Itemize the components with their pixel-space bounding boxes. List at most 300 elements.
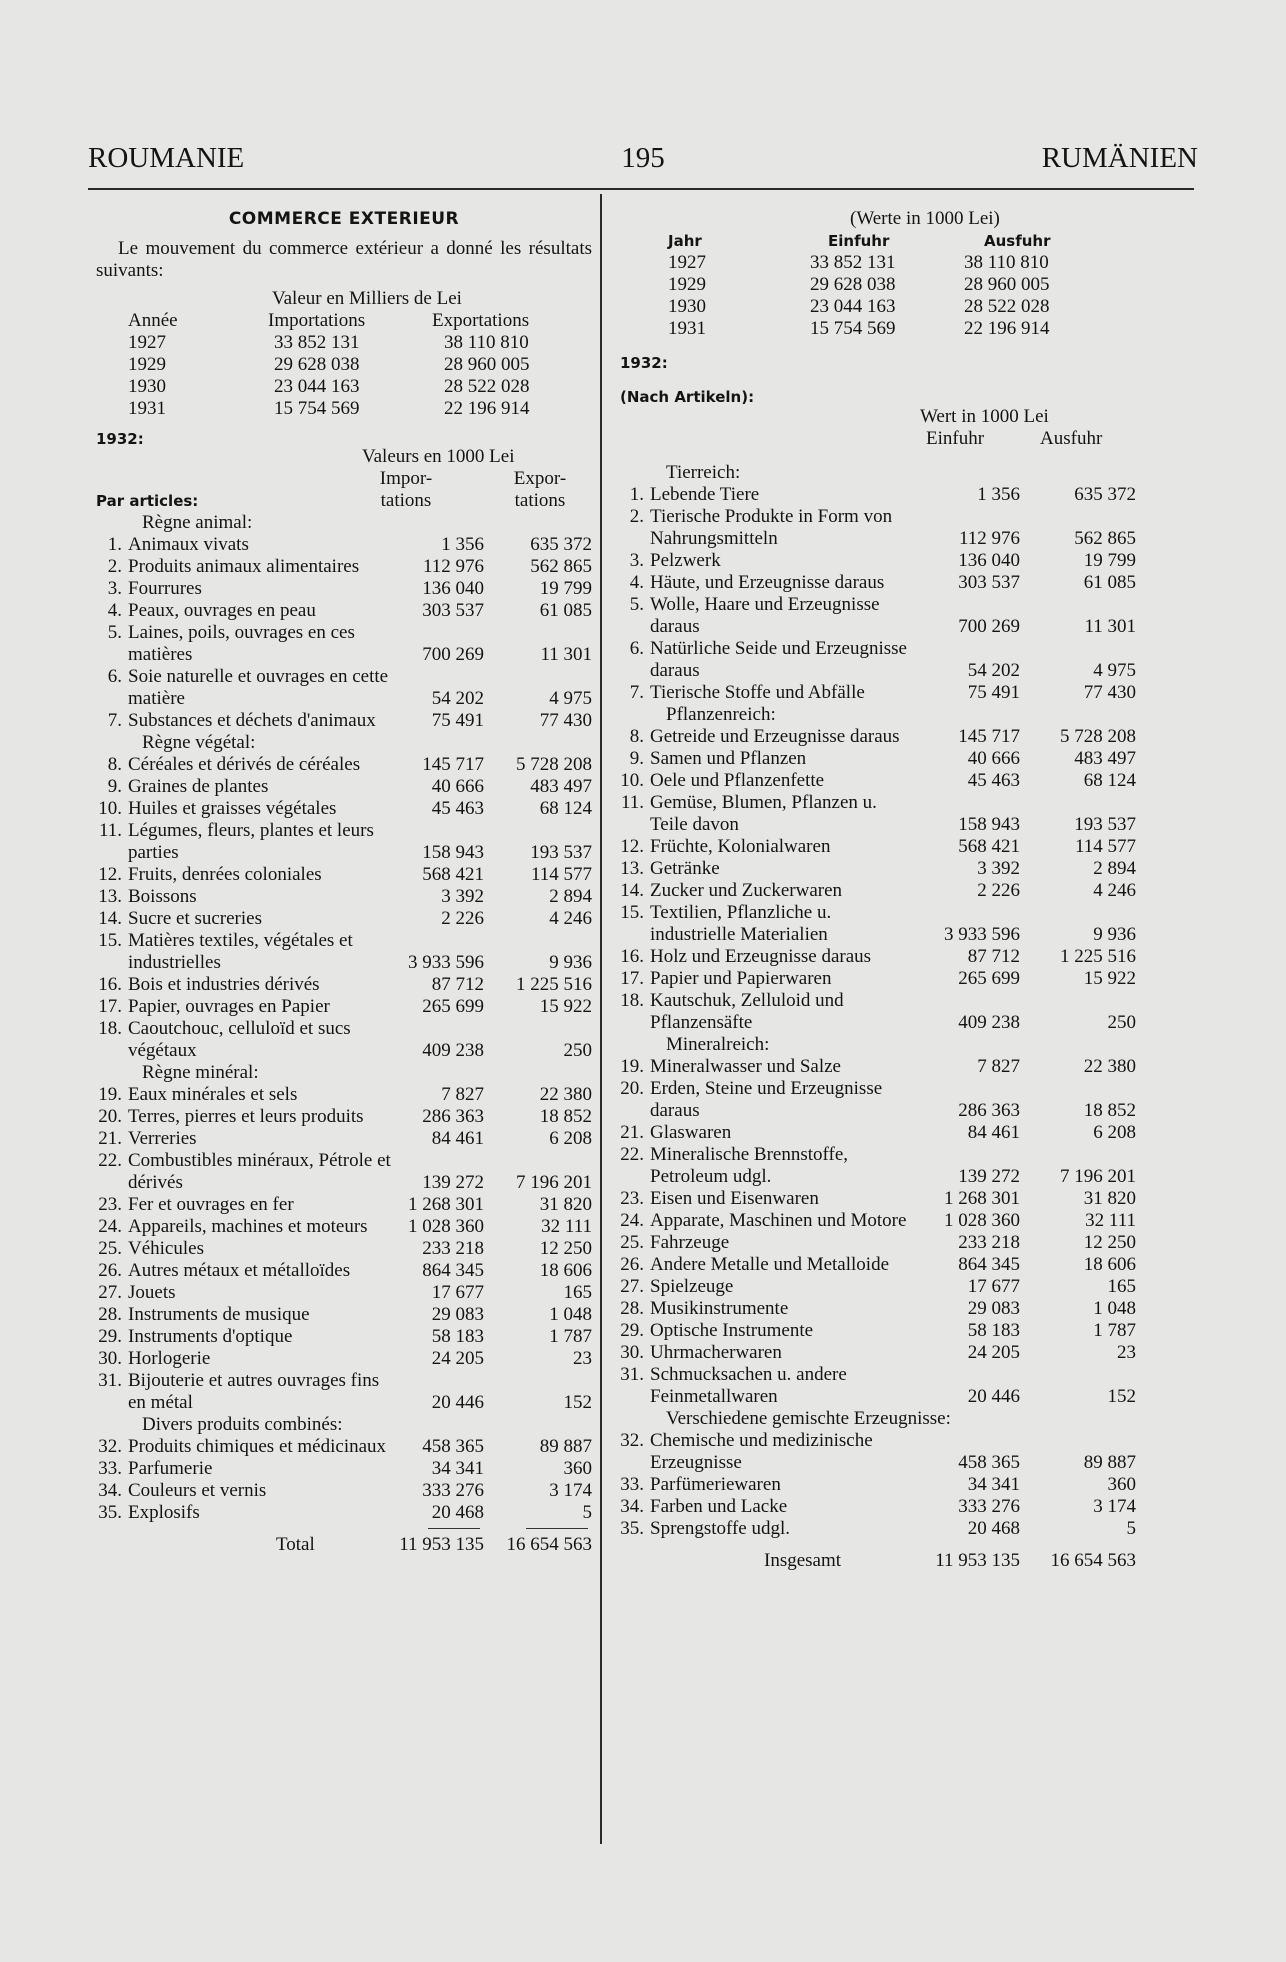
year-row xyxy=(620,252,1136,274)
item-imports: 75 491 xyxy=(967,682,1020,703)
item-number: 26. xyxy=(98,1260,122,1281)
exports-header: Exportations xyxy=(432,310,530,331)
item-label: Kautschuk, Zelluloid und Pflanzensäfte xyxy=(650,990,844,1033)
article-row xyxy=(620,1430,1136,1474)
item-exports: 31 820 xyxy=(539,1194,592,1215)
exports-cell: 38 110 810 xyxy=(444,332,529,353)
item-number: 19. xyxy=(98,1084,122,1105)
item-number: 3. xyxy=(629,550,644,571)
item-imports: 286 363 xyxy=(958,1100,1020,1121)
article-row xyxy=(620,1188,1136,1210)
item-label: Andere Metalle und Metalloide xyxy=(650,1254,890,1275)
exports-cell: 38 110 810 xyxy=(964,252,1049,273)
article-row xyxy=(620,1210,1136,1232)
item-exports: 77 430 xyxy=(539,710,592,731)
item-imports: 20 468 xyxy=(431,1502,484,1523)
item-label: Laines, poils, ouvrages en ces matières xyxy=(128,622,355,665)
article-row xyxy=(620,1474,1136,1496)
item-imports: 265 699 xyxy=(958,968,1020,989)
item-number: 32. xyxy=(620,1430,644,1451)
year-header: Année xyxy=(128,310,178,331)
item-exports: 9 936 xyxy=(549,952,592,973)
intro-paragraph: Le mouvement du commerce extérieur a donné les résultats suivants: xyxy=(96,238,592,281)
article-row xyxy=(96,534,592,556)
item-exports: 4 246 xyxy=(1093,880,1136,901)
year-1932-heading: 1932: xyxy=(96,430,144,448)
item-exports: 165 xyxy=(563,1282,592,1303)
item-imports: 568 421 xyxy=(958,836,1020,857)
article-row xyxy=(96,1348,592,1370)
item-number: 13. xyxy=(98,886,122,907)
article-row xyxy=(620,1056,1136,1078)
item-exports: 22 380 xyxy=(1083,1056,1136,1077)
item-imports: 58 183 xyxy=(431,1326,484,1347)
imports-cell: 15 754 569 xyxy=(810,318,896,339)
item-imports: 136 040 xyxy=(958,550,1020,571)
section-title: COMMERCE EXTERIEUR xyxy=(228,209,460,229)
year-table xyxy=(96,332,592,420)
item-number: 12. xyxy=(98,864,122,885)
category-heading: Règne animal: xyxy=(142,512,253,533)
item-number: 14. xyxy=(98,908,122,929)
item-exports: 22 380 xyxy=(539,1084,592,1105)
item-label: Samen und Pflanzen xyxy=(650,748,807,769)
item-label: Glaswaren xyxy=(650,1122,732,1143)
year-row xyxy=(620,318,1136,340)
item-imports: 54 202 xyxy=(431,688,484,709)
article-row xyxy=(620,902,1136,946)
article-row xyxy=(96,1084,592,1106)
item-number: 11. xyxy=(98,820,122,841)
item-exports: 360 xyxy=(563,1458,592,1479)
item-label: Holz und Erzeugnisse daraus xyxy=(650,946,872,967)
year-row xyxy=(620,274,1136,296)
category-heading: Divers produits combinés: xyxy=(142,1414,343,1435)
item-exports: 68 124 xyxy=(539,798,592,819)
item-label: Pelzwerk xyxy=(650,550,721,571)
exports-cell: 28 960 005 xyxy=(964,274,1050,295)
item-label: Apparate, Maschinen und Motore xyxy=(650,1210,907,1231)
year-row xyxy=(96,376,592,398)
item-imports: 864 345 xyxy=(422,1260,484,1281)
article-row xyxy=(620,1518,1136,1540)
item-exports: 11 301 xyxy=(540,644,592,665)
item-imports: 139 272 xyxy=(958,1166,1020,1187)
item-label: Gemüse, Blumen, Pflanzen u. Teile davon xyxy=(650,792,877,835)
item-exports: 114 577 xyxy=(1074,836,1136,857)
article-row xyxy=(96,1326,592,1348)
exports-cell: 28 960 005 xyxy=(444,354,530,375)
total-imports: 11 953 135 xyxy=(399,1534,484,1555)
total-row xyxy=(96,1534,592,1558)
item-label: Soie naturelle et ouvrages en cette matière xyxy=(128,666,389,709)
article-row xyxy=(96,820,592,864)
item-label: Autres métaux et métalloïdes xyxy=(128,1260,351,1281)
item-imports: 84 461 xyxy=(967,1122,1020,1143)
item-label: Bois et industries dérivés xyxy=(128,974,320,995)
item-exports: 562 865 xyxy=(1074,528,1136,549)
year-row xyxy=(620,296,1136,318)
article-row xyxy=(620,1232,1136,1254)
year-table-header xyxy=(620,230,1136,252)
category-heading: Mineralreich: xyxy=(666,1034,770,1055)
item-number: 23. xyxy=(98,1194,122,1215)
article-row xyxy=(96,864,592,886)
article-row xyxy=(96,996,592,1018)
item-number: 1. xyxy=(629,484,644,505)
item-label: Lebende Tiere xyxy=(650,484,760,505)
item-label: Mineralwasser und Salze xyxy=(650,1056,841,1077)
item-label: Zucker und Zuckerwaren xyxy=(650,880,843,901)
item-exports: 18 606 xyxy=(1083,1254,1136,1275)
item-exports: 23 xyxy=(1117,1342,1136,1363)
year-cell: 1931 xyxy=(668,318,706,339)
year-table-header xyxy=(96,310,592,332)
article-row xyxy=(96,974,592,996)
year-cell: 1930 xyxy=(668,296,706,317)
item-label: Früchte, Kolonialwaren xyxy=(650,836,831,857)
item-exports: 635 372 xyxy=(530,534,592,555)
item-imports: 409 238 xyxy=(422,1040,484,1061)
item-exports: 1 225 516 xyxy=(1060,946,1136,967)
item-label: Sprengstoffe udgl. xyxy=(650,1518,791,1539)
exports-cell: 22 196 914 xyxy=(964,318,1050,339)
item-imports: 3 392 xyxy=(441,886,484,907)
item-imports: 58 183 xyxy=(967,1320,1020,1341)
article-row xyxy=(96,556,592,578)
article-row xyxy=(620,770,1136,792)
item-number: 25. xyxy=(620,1232,644,1253)
item-label: Wolle, Haare und Erzeugnisse daraus xyxy=(650,594,880,637)
article-row xyxy=(620,506,1136,550)
item-exports: 1 048 xyxy=(549,1304,592,1325)
item-label: Natürliche Seide und Erzeugnisse daraus xyxy=(650,638,907,681)
article-row xyxy=(96,1370,592,1414)
item-number: 14. xyxy=(620,880,644,901)
item-imports: 54 202 xyxy=(967,660,1020,681)
item-imports: 1 356 xyxy=(441,534,484,555)
item-number: 6. xyxy=(107,666,122,687)
item-number: 15. xyxy=(620,902,644,923)
item-exports: 18 852 xyxy=(539,1106,592,1127)
item-label: Graines de plantes xyxy=(128,776,269,797)
item-exports: 89 887 xyxy=(1083,1452,1136,1473)
item-label: Produits animaux alimentaires xyxy=(128,556,360,577)
item-imports: 29 083 xyxy=(967,1298,1020,1319)
item-number: 9. xyxy=(107,776,122,797)
item-number: 29. xyxy=(98,1326,122,1347)
item-label: Papier, ouvrages en Papier xyxy=(128,996,330,1017)
item-exports: 7 196 201 xyxy=(1060,1166,1136,1187)
total-rule xyxy=(96,1524,592,1534)
item-imports: 112 976 xyxy=(958,528,1020,549)
item-number: 34. xyxy=(620,1496,644,1517)
item-label: Verreries xyxy=(128,1128,197,1149)
item-exports: 68 124 xyxy=(1083,770,1136,791)
item-exports: 7 196 201 xyxy=(516,1172,592,1193)
item-number: 29. xyxy=(620,1320,644,1341)
item-imports: 700 269 xyxy=(422,644,484,665)
item-label: Instruments de musique xyxy=(128,1304,310,1325)
category-heading: Verschiedene gemischte Erzeugnisse: xyxy=(666,1408,951,1429)
item-exports: 1 048 xyxy=(1093,1298,1136,1319)
item-number: 21. xyxy=(98,1128,122,1149)
item-imports: 136 040 xyxy=(422,578,484,599)
item-imports: 864 345 xyxy=(958,1254,1020,1275)
header-rule xyxy=(88,188,1194,190)
item-imports: 139 272 xyxy=(422,1172,484,1193)
item-number: 28. xyxy=(620,1298,644,1319)
article-row xyxy=(620,836,1136,858)
item-exports: 5 728 208 xyxy=(1060,726,1136,747)
total-rule-imports xyxy=(428,1528,480,1529)
item-label: Huiles et graisses végétales xyxy=(128,798,337,819)
article-row xyxy=(96,1480,592,1502)
item-imports: 2 226 xyxy=(441,908,484,929)
item-exports: 4 246 xyxy=(549,908,592,929)
article-row xyxy=(620,550,1136,572)
header-country-fr: ROUMANIE xyxy=(88,142,245,174)
item-imports: 333 276 xyxy=(422,1480,484,1501)
year-row xyxy=(96,398,592,420)
item-exports: 5 728 208 xyxy=(516,754,592,775)
running-header xyxy=(88,142,1198,186)
total-imports: 11 953 135 xyxy=(935,1550,1020,1571)
year-cell: 1927 xyxy=(128,332,166,353)
item-label: Erden, Steine und Erzeugnisse daraus xyxy=(650,1078,883,1121)
articles-header xyxy=(620,428,1136,450)
item-label: Fahrzeuge xyxy=(650,1232,730,1253)
unit-label: (Werte in 1000 Lei) xyxy=(850,208,1000,229)
item-number: 11. xyxy=(620,792,644,813)
item-number: 31. xyxy=(98,1370,122,1391)
item-label: Instruments d'optique xyxy=(128,1326,293,1347)
imports-header: Einfuhr xyxy=(828,232,890,250)
item-exports: 5 xyxy=(582,1502,592,1523)
item-imports: 1 356 xyxy=(977,484,1020,505)
item-number: 35. xyxy=(620,1518,644,1539)
article-row xyxy=(620,792,1136,836)
item-number: 7. xyxy=(107,710,122,731)
item-imports: 20 446 xyxy=(431,1392,484,1413)
item-label: Combustibles minéraux, Pétrole et dérivés xyxy=(128,1150,391,1193)
item-label: Getreide und Erzeugnisse daraus xyxy=(650,726,900,747)
item-number: 8. xyxy=(629,726,644,747)
item-label: Véhicules xyxy=(128,1238,204,1259)
item-label: Oele und Pflanzenfette xyxy=(650,770,825,791)
item-number: 22. xyxy=(98,1150,122,1171)
total-label: Total xyxy=(276,1534,315,1555)
imports-header: Importations xyxy=(268,310,366,331)
item-number: 2. xyxy=(629,506,644,527)
item-label: Matières textiles, végétales et industrielles xyxy=(128,930,353,973)
item-imports: 17 677 xyxy=(967,1276,1020,1297)
item-imports: 20 446 xyxy=(967,1386,1020,1407)
item-imports: 145 717 xyxy=(422,754,484,775)
unit-label: Valeur en Milliers de Lei xyxy=(272,288,462,309)
item-label: Peaux, ouvrages en peau xyxy=(128,600,316,621)
article-row xyxy=(620,1122,1136,1144)
item-number: 27. xyxy=(98,1282,122,1303)
item-exports: 114 577 xyxy=(530,864,592,885)
item-imports: 45 463 xyxy=(431,798,484,819)
articles-list xyxy=(96,512,592,1524)
article-row xyxy=(620,1320,1136,1342)
item-exports: 32 111 xyxy=(1085,1210,1136,1231)
article-row xyxy=(96,930,592,974)
item-exports: 6 208 xyxy=(1093,1122,1136,1143)
year-header: Jahr xyxy=(668,232,702,250)
item-number: 3. xyxy=(107,578,122,599)
article-row xyxy=(96,1436,592,1458)
article-row xyxy=(620,748,1136,770)
article-row xyxy=(96,600,592,622)
item-number: 16. xyxy=(98,974,122,995)
article-row xyxy=(96,1128,592,1150)
item-exports: 193 537 xyxy=(1074,814,1136,835)
item-exports: 165 xyxy=(1107,1276,1136,1297)
imports-cell: 33 852 131 xyxy=(810,252,896,273)
item-exports: 1 787 xyxy=(549,1326,592,1347)
article-row xyxy=(96,754,592,776)
item-number: 32. xyxy=(98,1436,122,1457)
item-exports: 6 208 xyxy=(549,1128,592,1149)
item-imports: 84 461 xyxy=(431,1128,484,1149)
item-number: 30. xyxy=(620,1342,644,1363)
item-imports: 34 341 xyxy=(431,1458,484,1479)
item-number: 30. xyxy=(98,1348,122,1369)
item-exports: 2 894 xyxy=(1093,858,1136,879)
article-row xyxy=(96,622,592,666)
item-exports: 61 085 xyxy=(539,600,592,621)
exports-cell: 28 522 028 xyxy=(444,376,530,397)
item-imports: 1 268 301 xyxy=(408,1194,484,1215)
item-number: 20. xyxy=(620,1078,644,1099)
total-rule xyxy=(620,1540,1136,1550)
nach-artikeln-label: (Nach Artikeln): xyxy=(620,388,755,406)
item-number: 7. xyxy=(629,682,644,703)
item-imports: 87 712 xyxy=(431,974,484,995)
item-label: Sucre et sucreries xyxy=(128,908,262,929)
item-imports: 29 083 xyxy=(431,1304,484,1325)
item-imports: 1 028 360 xyxy=(408,1216,484,1237)
item-label: Parfümeriewaren xyxy=(650,1474,781,1495)
item-imports: 17 677 xyxy=(431,1282,484,1303)
item-label: Bijouterie et autres ouvrages fins en métal xyxy=(128,1370,380,1413)
item-imports: 24 205 xyxy=(967,1342,1020,1363)
item-exports: 89 887 xyxy=(539,1436,592,1457)
article-row xyxy=(96,1282,592,1304)
item-exports: 9 936 xyxy=(1093,924,1136,945)
item-label: Spielzeuge xyxy=(650,1276,734,1297)
year-1932-heading: 1932: xyxy=(620,354,668,372)
item-imports: 303 537 xyxy=(422,600,484,621)
article-row xyxy=(96,1018,592,1062)
item-imports: 1 028 360 xyxy=(944,1210,1020,1231)
exports-header: Ausfuhr xyxy=(984,232,1051,250)
item-label: Fer et ouvrages en fer xyxy=(128,1194,294,1215)
item-exports: 152 xyxy=(1107,1386,1136,1407)
item-number: 25. xyxy=(98,1238,122,1259)
article-row xyxy=(620,1496,1136,1518)
item-number: 18. xyxy=(620,990,644,1011)
imports-cell: 23 044 163 xyxy=(810,296,896,317)
item-imports: 34 341 xyxy=(967,1474,1020,1495)
item-imports: 2 226 xyxy=(977,880,1020,901)
article-row xyxy=(620,858,1136,880)
article-row xyxy=(620,1078,1136,1122)
articles-list xyxy=(620,462,1136,1540)
item-imports: 3 933 596 xyxy=(944,924,1020,945)
year-cell: 1929 xyxy=(128,354,166,375)
year-cell: 1927 xyxy=(668,252,706,273)
year-cell: 1931 xyxy=(128,398,166,419)
item-exports: 4 975 xyxy=(1093,660,1136,681)
item-imports: 333 276 xyxy=(958,1496,1020,1517)
item-imports: 145 717 xyxy=(958,726,1020,747)
item-label: Couleurs et vernis xyxy=(128,1480,267,1501)
article-row xyxy=(620,1364,1136,1408)
article-row xyxy=(96,1260,592,1282)
item-imports: 458 365 xyxy=(422,1436,484,1457)
item-exports: 11 301 xyxy=(1084,616,1136,637)
article-row xyxy=(620,1276,1136,1298)
category-heading: Tierreich: xyxy=(666,462,741,483)
item-number: 9. xyxy=(629,748,644,769)
article-row xyxy=(620,726,1136,748)
article-row xyxy=(620,1342,1136,1364)
item-imports: 3 933 596 xyxy=(408,952,484,973)
item-number: 18. xyxy=(98,1018,122,1039)
item-label: Jouets xyxy=(128,1282,176,1303)
total-rule-exports xyxy=(526,1528,588,1529)
page-number: 195 xyxy=(621,142,665,174)
item-imports: 75 491 xyxy=(431,710,484,731)
item-exports: 2 894 xyxy=(549,886,592,907)
article-row xyxy=(620,572,1136,594)
article-row xyxy=(96,666,592,710)
item-label: Animaux vivats xyxy=(128,534,249,555)
item-label: Caoutchouc, celluloïd et sucs végétaux xyxy=(128,1018,351,1061)
item-exports: 483 497 xyxy=(530,776,592,797)
col-imports-header: Einfuhr xyxy=(926,428,985,449)
item-exports: 15 922 xyxy=(539,996,592,1017)
item-exports: 1 225 516 xyxy=(516,974,592,995)
item-exports: 61 085 xyxy=(1083,572,1136,593)
item-label: Musikinstrumente xyxy=(650,1298,789,1319)
article-row xyxy=(96,1502,592,1524)
unit-label-2: Wert in 1000 Lei xyxy=(920,406,1049,427)
year-cell: 1929 xyxy=(668,274,706,295)
item-exports: 483 497 xyxy=(1074,748,1136,769)
item-exports: 152 xyxy=(563,1392,592,1413)
item-number: 34. xyxy=(98,1480,122,1501)
item-exports: 31 820 xyxy=(1083,1188,1136,1209)
item-label: Eisen und Eisenwaren xyxy=(650,1188,819,1209)
item-number: 24. xyxy=(98,1216,122,1237)
article-row xyxy=(620,1298,1136,1320)
item-exports: 77 430 xyxy=(1083,682,1136,703)
item-exports: 12 250 xyxy=(539,1238,592,1259)
item-exports: 4 975 xyxy=(549,688,592,709)
item-number: 4. xyxy=(107,600,122,621)
item-number: 26. xyxy=(620,1254,644,1275)
item-label: Optische Instrumente xyxy=(650,1320,814,1341)
item-label: Légumes, fleurs, plantes et leurs parties xyxy=(128,820,374,863)
par-articles-label: Par articles: xyxy=(96,492,199,510)
article-row xyxy=(96,1194,592,1216)
year-row xyxy=(96,354,592,376)
